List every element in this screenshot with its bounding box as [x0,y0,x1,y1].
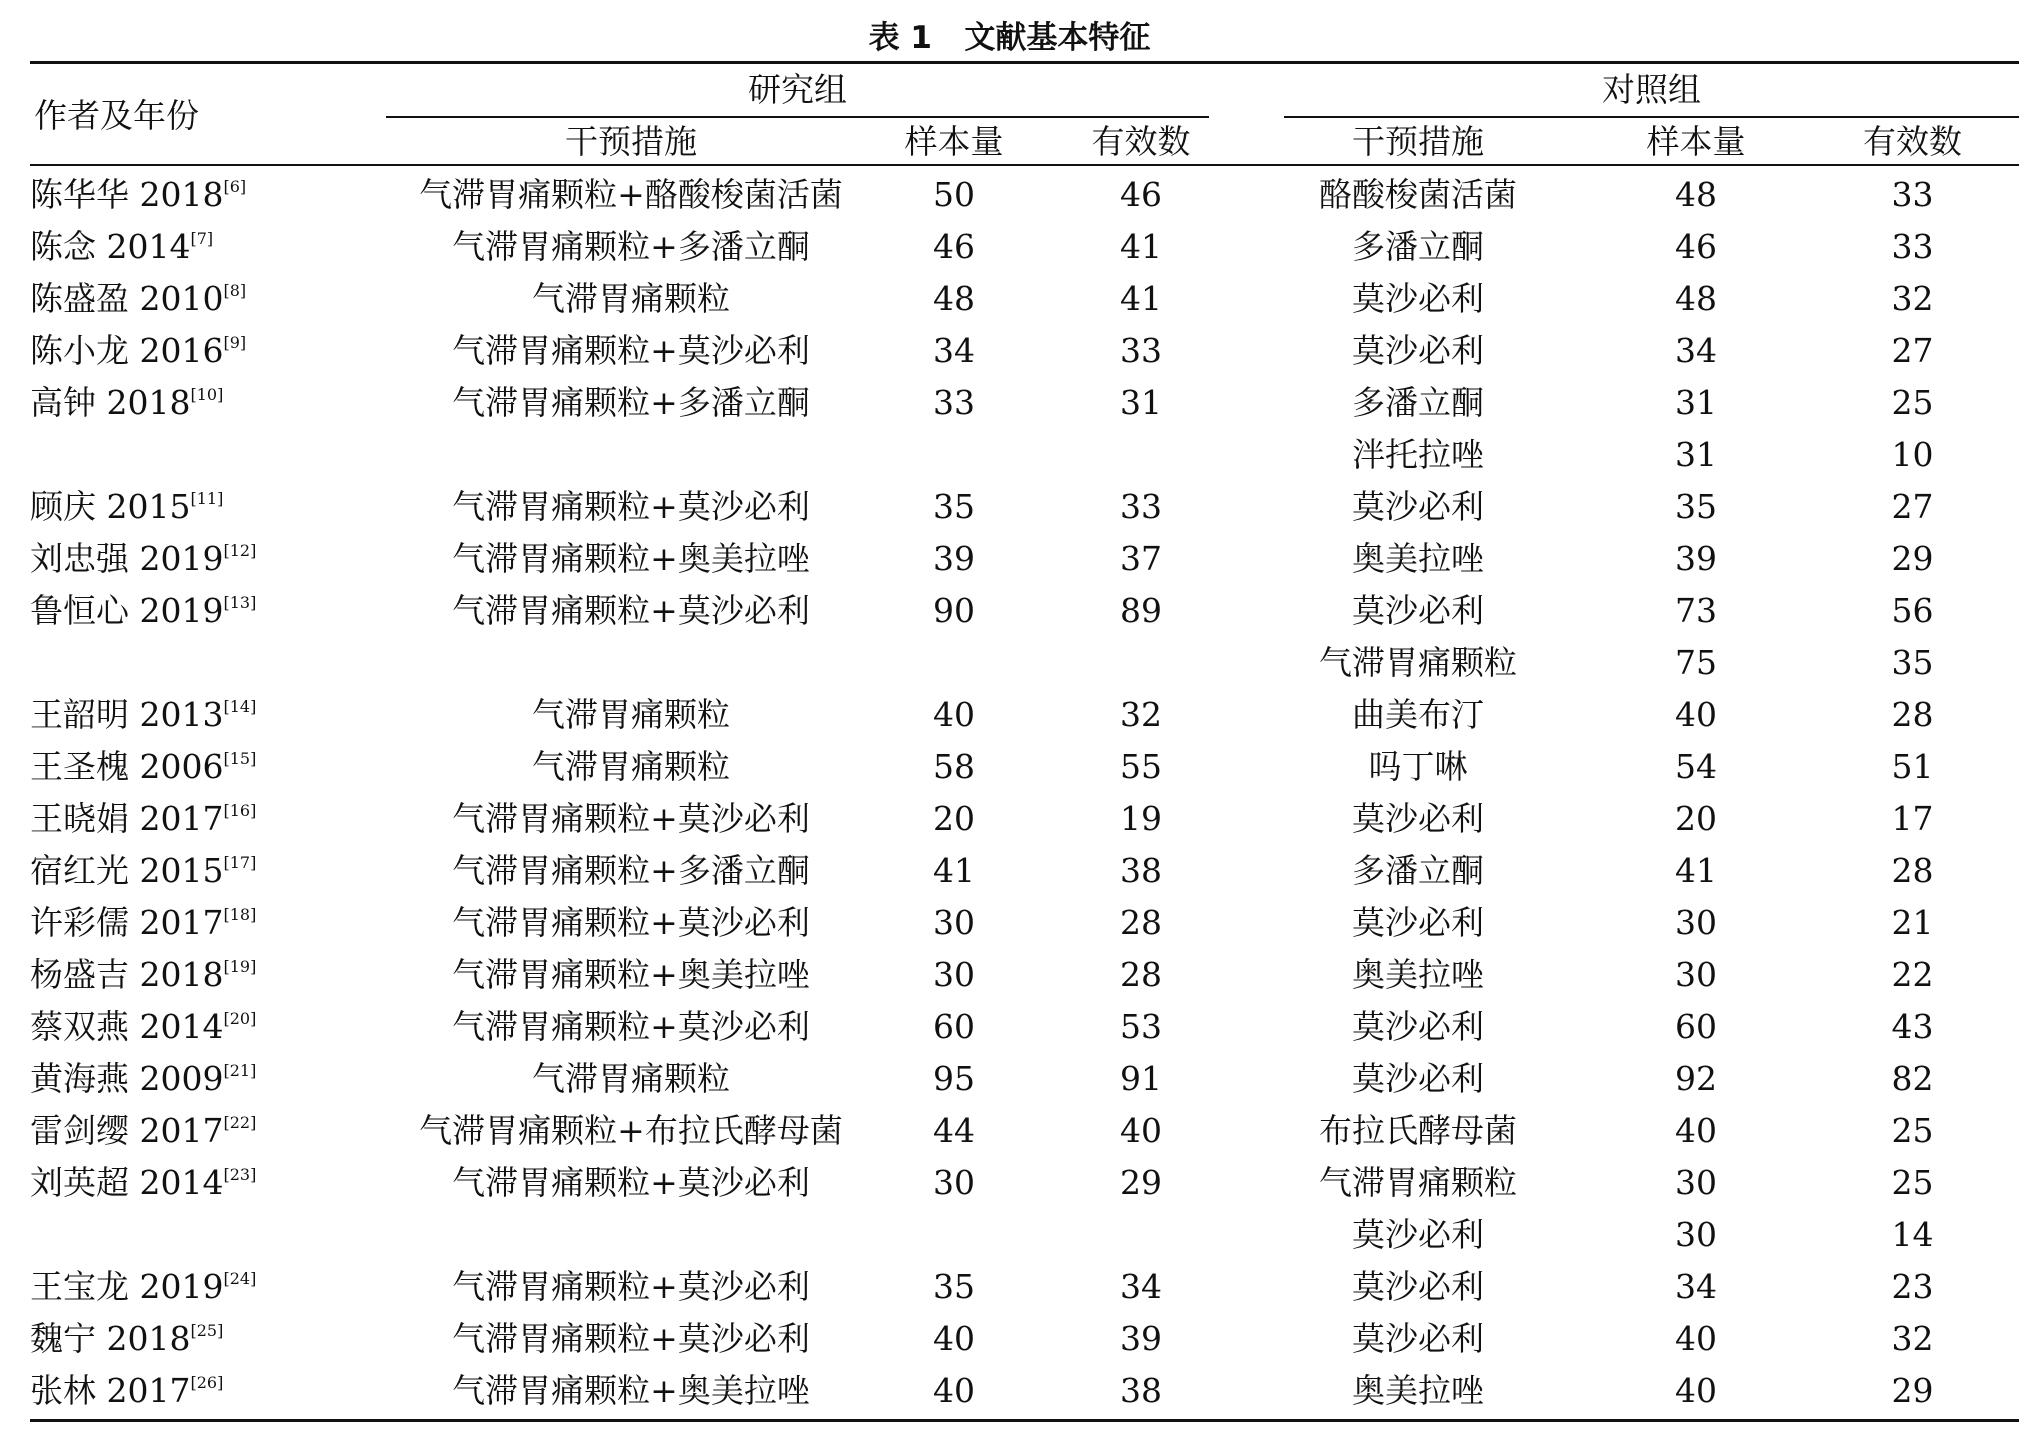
table-row [30,793,2019,845]
study-intervention: 气滞胃痛颗粒+莫沙必利 [452,1163,810,1202]
study-effective-count: 28 [1120,955,1162,994]
header-study-sample: 样本量 [904,122,1004,161]
reference-number: [17] [223,853,257,872]
study-effective-count: 41 [1120,279,1162,318]
author-year-cell [30,221,386,273]
control-intervention: 莫沙必利 [1352,1059,1484,1098]
study-sample-size: 46 [933,227,975,266]
author-year: 陈小龙 2016 [30,331,224,370]
study-intervention: 气滞胃痛颗粒+莫沙必利 [452,1319,810,1358]
reference-number: [26] [190,1373,224,1392]
control-effective-count: 35 [1891,643,1934,682]
study-effective-count: 28 [1120,903,1162,942]
control-sample-size: 40 [1675,1319,1717,1358]
control-effective-count: 29 [1891,539,1934,578]
control-intervention: 莫沙必利 [1352,279,1484,318]
control-intervention: 泮托拉唑 [1352,435,1484,474]
control-intervention: 莫沙必利 [1352,1319,1484,1358]
reference-number: [12] [223,541,257,560]
control-sample-size: 34 [1675,1267,1717,1306]
author-year-cell [30,533,386,585]
control-intervention: 气滞胃痛颗粒 [1319,1163,1517,1202]
author-year-cell [30,1261,386,1313]
header-control-effective: 有效数 [1863,122,1962,161]
control-effective-count: 28 [1891,695,1934,734]
table-row [30,1053,2019,1105]
control-effective-count: 23 [1891,1267,1934,1306]
study-intervention: 气滞胃痛颗粒+莫沙必利 [452,799,810,838]
table-row [30,1001,2019,1053]
control-intervention: 莫沙必利 [1352,1007,1484,1046]
control-intervention: 莫沙必利 [1352,487,1484,526]
study-effective-count [1032,429,1250,481]
author-year: 陈华华 2018 [30,175,224,214]
study-effective-count: 32 [1120,695,1162,734]
table-row [30,1365,2019,1417]
study-sample-size: 30 [933,1163,975,1202]
top-rule [30,61,2019,64]
control-sample-size: 60 [1675,1007,1717,1046]
table-row [30,533,2019,585]
table-row [30,1313,2019,1365]
study-intervention: 气滞胃痛颗粒+莫沙必利 [452,331,810,370]
author-year: 王韶明 2013 [30,695,224,734]
author-year: 许彩儒 2017 [30,903,224,942]
study-sample-size: 34 [933,331,975,370]
study-sample-size: 40 [933,1371,975,1410]
author-year: 鲁恒心 2019 [30,591,224,630]
table-row [30,845,2019,897]
author-year: 王晓娟 2017 [30,799,224,838]
author-year-cell [30,897,386,949]
study-intervention: 气滞胃痛颗粒+奥美拉唑 [452,955,810,994]
control-effective-count: 33 [1891,227,1934,266]
author-year: 宿红光 2015 [30,851,224,890]
study-intervention: 气滞胃痛颗粒+布拉氏酵母菌 [419,1111,843,1150]
reference-number: [22] [223,1113,257,1132]
study-intervention: 气滞胃痛颗粒+酪酸梭菌活菌 [419,175,843,214]
author-year: 王圣槐 2006 [30,747,224,786]
control-effective-count: 14 [1891,1215,1934,1254]
author-year-cell [30,689,386,741]
control-intervention: 酪酸梭菌活菌 [1319,175,1517,214]
table-row [30,429,2019,481]
control-intervention: 多潘立酮 [1352,227,1484,266]
control-effective-count: 32 [1891,279,1934,318]
header-control-sample: 样本量 [1646,122,1746,161]
reference-number: [20] [223,1009,257,1028]
study-sample-size: 35 [933,487,975,526]
study-effective-count: 33 [1120,331,1162,370]
control-sample-size: 20 [1675,799,1717,838]
study-sample-size: 30 [933,903,975,942]
author-year-cell [30,793,386,845]
author-year-cell [30,741,386,793]
control-intervention: 多潘立酮 [1352,383,1484,422]
control-effective-count: 32 [1891,1319,1934,1358]
control-intervention: 布拉氏酵母菌 [1319,1111,1517,1150]
table-row [30,1105,2019,1157]
reference-number: [15] [223,749,257,768]
author-year: 顾庆 2015 [30,487,191,526]
control-sample-size: 30 [1675,1215,1717,1254]
author-year-cell [30,273,386,325]
reference-number: [24] [223,1269,257,1288]
bottom-rule [30,1419,2019,1422]
control-intervention: 莫沙必利 [1352,1267,1484,1306]
control-effective-count: 56 [1891,591,1934,630]
author-year: 魏宁 2018 [30,1319,191,1358]
header-study-effective: 有效数 [1091,122,1191,161]
reference-number: [14] [223,697,257,716]
study-sample-size: 33 [933,383,975,422]
author-year-cell [30,481,386,533]
reference-number: [23] [223,1165,257,1184]
study-sample-size: 41 [933,851,975,890]
study-effective-count: 39 [1120,1319,1162,1358]
author-year: 刘忠强 2019 [30,539,224,578]
reference-number: [16] [223,801,257,820]
study-intervention: 气滞胃痛颗粒 [532,695,730,734]
study-sample-size: 40 [933,695,975,734]
study-sample-size: 40 [933,1319,975,1358]
control-effective-count: 27 [1891,331,1934,370]
study-sample-size: 48 [933,279,975,318]
study-intervention: 气滞胃痛颗粒+莫沙必利 [452,1267,810,1306]
author-year-cell [30,637,386,689]
control-intervention: 奥美拉唑 [1352,1371,1484,1410]
table-row [30,377,2019,429]
author-year: 王宝龙 2019 [30,1267,224,1306]
control-effective-count: 25 [1891,1163,1934,1202]
control-intervention: 奥美拉唑 [1352,539,1484,578]
control-effective-count: 10 [1891,435,1934,474]
control-effective-count: 25 [1891,383,1934,422]
control-intervention: 莫沙必利 [1352,903,1484,942]
author-year-cell [30,1105,386,1157]
study-intervention: 气滞胃痛颗粒+多潘立酮 [452,227,810,266]
control-sample-size: 30 [1675,903,1717,942]
study-effective-count: 38 [1120,851,1162,890]
study-effective-count: 38 [1120,1371,1162,1410]
reference-number: [25] [190,1321,224,1340]
table-row [30,1157,2019,1209]
table-row [30,689,2019,741]
study-sample-size: 95 [933,1059,975,1098]
author-year-cell [30,1001,386,1053]
control-intervention: 气滞胃痛颗粒 [1319,643,1517,682]
study-effective-count: 40 [1120,1111,1162,1150]
study-sample-size: 30 [933,955,975,994]
control-sample-size: 48 [1675,175,1717,214]
author-year-cell [30,169,386,221]
study-intervention: 气滞胃痛颗粒 [532,1059,730,1098]
control-group-rule [1284,116,2019,118]
study-intervention: 气滞胃痛颗粒 [532,747,730,786]
study-group-rule [386,116,1209,118]
reference-number: [13] [223,593,257,612]
control-sample-size: 39 [1675,539,1717,578]
study-sample-size: 90 [933,591,975,630]
table-row [30,1261,2019,1313]
control-intervention: 吗丁啉 [1368,747,1468,786]
control-effective-count: 25 [1891,1111,1934,1150]
study-effective-count: 91 [1120,1059,1162,1098]
study-effective-count: 31 [1120,383,1162,422]
study-sample-size: 60 [933,1007,975,1046]
control-effective-count: 33 [1891,175,1934,214]
study-sample-size: 35 [933,1267,975,1306]
study-sample-size [876,1209,1032,1261]
table-row [30,273,2019,325]
study-intervention: 气滞胃痛颗粒 [532,279,730,318]
author-year: 陈盛盈 2010 [30,279,224,318]
control-effective-count: 28 [1891,851,1934,890]
study-sample-size: 50 [933,175,975,214]
table-row [30,949,2019,1001]
header-bottom-rule [30,164,2019,166]
author-year-cell [30,949,386,1001]
reference-number: [10] [190,385,224,404]
author-year-cell [30,585,386,637]
control-sample-size: 73 [1675,591,1717,630]
control-sample-size: 30 [1675,955,1717,994]
study-effective-count: 34 [1120,1267,1162,1306]
header-control-group: 对照组 [1602,70,1701,109]
study-intervention [386,637,876,689]
author-year: 刘英超 2014 [30,1163,224,1202]
author-year-cell [30,1209,386,1261]
table-row [30,637,2019,689]
control-effective-count: 27 [1891,487,1934,526]
control-effective-count: 21 [1891,903,1934,942]
header-study-group: 研究组 [748,70,847,109]
reference-number: [21] [223,1061,257,1080]
author-year-cell [30,845,386,897]
control-sample-size: 35 [1675,487,1717,526]
table-row [30,221,2019,273]
study-effective-count: 29 [1120,1163,1162,1202]
study-effective-count: 55 [1120,747,1162,786]
author-year-cell [30,377,386,429]
table-body [30,169,2019,1417]
control-sample-size: 92 [1675,1059,1717,1098]
table-row [30,897,2019,949]
study-effective-count [1032,637,1250,689]
author-year: 雷剑缨 2017 [30,1111,224,1150]
study-effective-count: 33 [1120,487,1162,526]
reference-number: [19] [223,957,257,976]
study-sample-size: 58 [933,747,975,786]
table-row [30,481,2019,533]
study-effective-count: 53 [1120,1007,1162,1046]
author-year-cell [30,1313,386,1365]
study-intervention: 气滞胃痛颗粒+莫沙必利 [452,487,810,526]
study-intervention: 气滞胃痛颗粒+莫沙必利 [452,591,810,630]
control-sample-size: 31 [1675,383,1717,422]
control-sample-size: 34 [1675,331,1717,370]
study-effective-count: 89 [1120,591,1162,630]
reference-number: [7] [190,229,214,248]
control-effective-count: 22 [1891,955,1934,994]
control-sample-size: 48 [1675,279,1717,318]
author-year-cell [30,1365,386,1417]
reference-number: [9] [223,333,247,352]
control-intervention: 莫沙必利 [1352,799,1484,838]
study-intervention: 气滞胃痛颗粒+奥美拉唑 [452,539,810,578]
header-study-intervention: 干预措施 [565,122,697,161]
study-sample-size: 39 [933,539,975,578]
author-year-cell [30,325,386,377]
control-effective-count: 29 [1891,1371,1934,1410]
study-effective-count: 19 [1120,799,1162,838]
author-year-cell [30,1157,386,1209]
study-intervention: 气滞胃痛颗粒+多潘立酮 [452,383,810,422]
table-caption: 表 1 文献基本特征 [868,20,1151,56]
control-sample-size: 41 [1675,851,1717,890]
study-effective-count: 46 [1120,175,1162,214]
control-sample-size: 30 [1675,1163,1717,1202]
study-effective-count: 37 [1120,539,1162,578]
study-effective-count: 41 [1120,227,1162,266]
control-effective-count: 43 [1891,1007,1934,1046]
study-intervention [386,1209,876,1261]
author-year-cell [30,429,386,481]
literature-table [30,169,2019,1417]
author-year: 蔡双燕 2014 [30,1007,224,1046]
study-intervention: 气滞胃痛颗粒+莫沙必利 [452,903,810,942]
control-sample-size: 54 [1675,747,1717,786]
control-intervention: 曲美布汀 [1352,695,1484,734]
control-intervention: 莫沙必利 [1352,331,1484,370]
table-row [30,1209,2019,1261]
control-sample-size: 46 [1675,227,1717,266]
control-intervention: 奥美拉唑 [1352,955,1484,994]
study-sample-size [876,429,1032,481]
table-row [30,325,2019,377]
reference-number: [6] [223,177,247,196]
control-intervention: 多潘立酮 [1352,851,1484,890]
control-effective-count: 82 [1891,1059,1934,1098]
author-year: 张林 2017 [30,1371,191,1410]
control-sample-size: 40 [1675,1371,1717,1410]
study-sample-size: 44 [933,1111,975,1150]
study-effective-count [1032,1209,1250,1261]
control-effective-count: 17 [1891,799,1934,838]
author-year-cell [30,1053,386,1105]
control-sample-size: 31 [1675,435,1717,474]
author-year: 黄海燕 2009 [30,1059,224,1098]
reference-number: [18] [223,905,257,924]
control-intervention: 莫沙必利 [1352,1215,1484,1254]
study-sample-size [876,637,1032,689]
reference-number: [8] [223,281,247,300]
study-intervention [386,429,876,481]
author-year: 高钟 2018 [30,383,191,422]
author-year: 杨盛吉 2018 [30,955,224,994]
table-row [30,169,2019,221]
table-row [30,741,2019,793]
study-intervention: 气滞胃痛颗粒+奥美拉唑 [452,1371,810,1410]
control-sample-size: 75 [1675,643,1717,682]
study-intervention: 气滞胃痛颗粒+多潘立酮 [452,851,810,890]
header-control-intervention: 干预措施 [1352,122,1484,161]
study-intervention: 气滞胃痛颗粒+莫沙必利 [452,1007,810,1046]
control-sample-size: 40 [1675,1111,1717,1150]
author-year: 陈念 2014 [30,227,191,266]
control-intervention: 莫沙必利 [1352,591,1484,630]
table-row [30,585,2019,637]
study-sample-size: 20 [933,799,975,838]
control-sample-size: 40 [1675,695,1717,734]
header-author: 作者及年份 [34,96,199,135]
control-effective-count: 51 [1891,747,1934,786]
reference-number: [11] [190,489,224,508]
